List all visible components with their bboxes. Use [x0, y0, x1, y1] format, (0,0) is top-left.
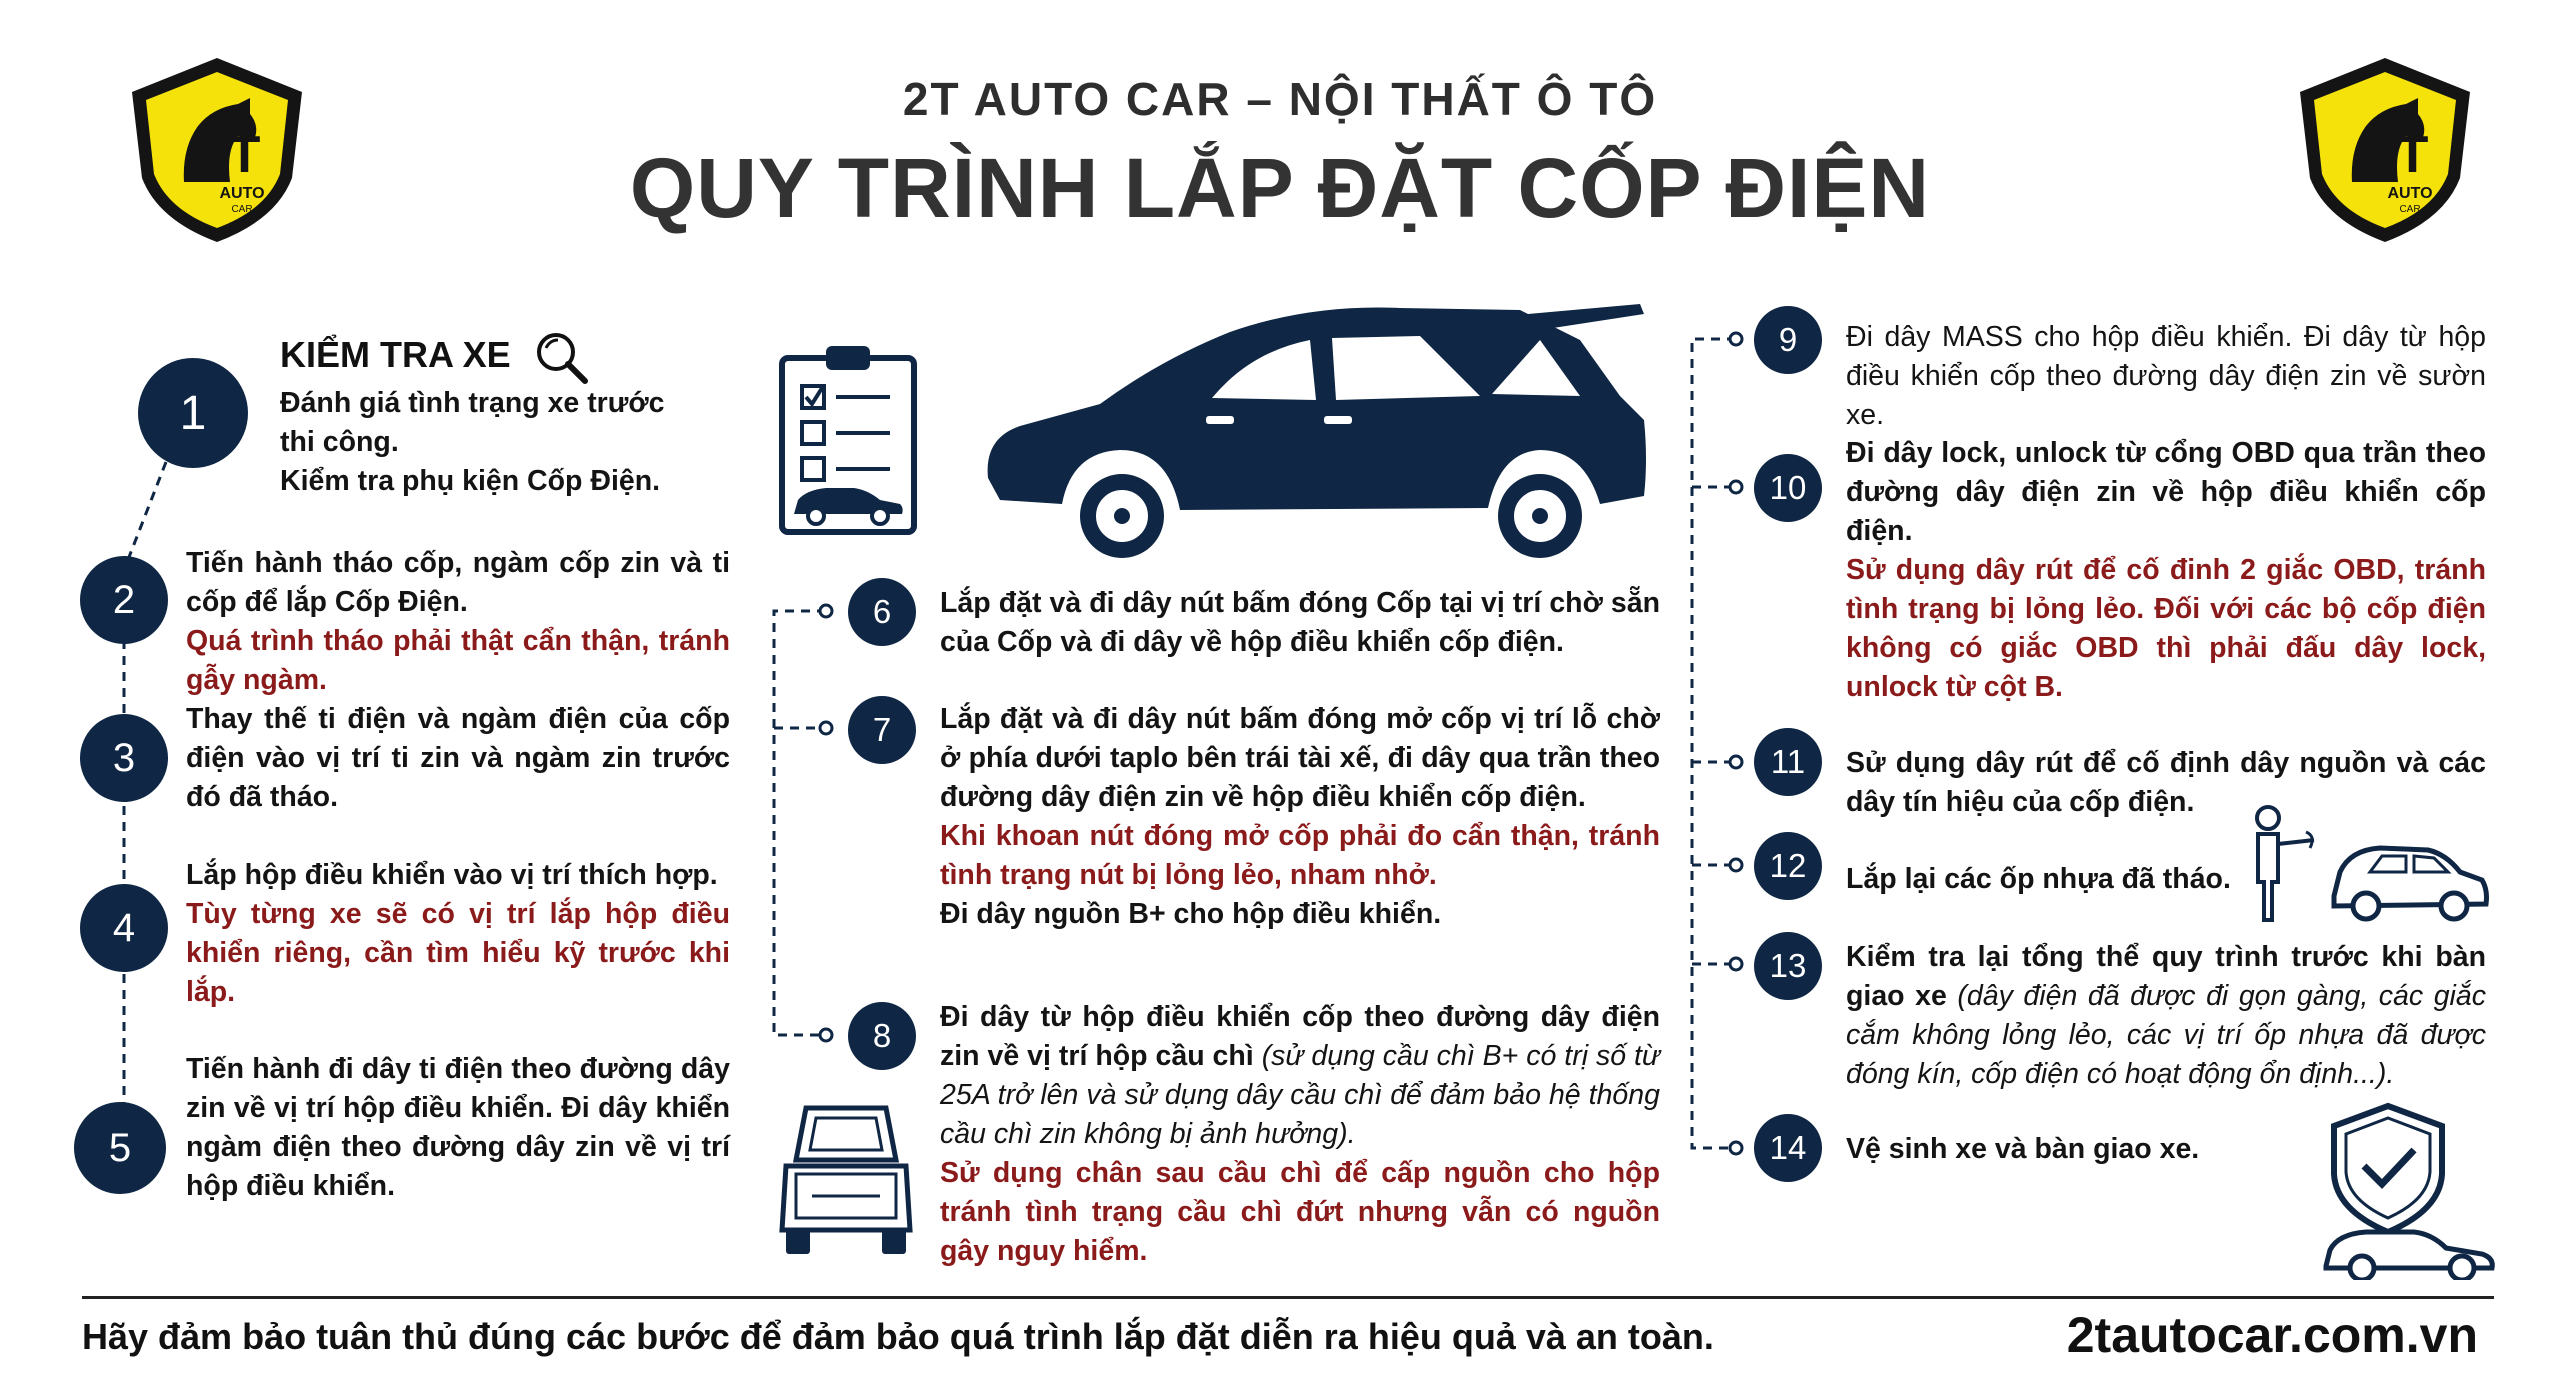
step-8-badge: 8: [848, 1002, 916, 1070]
step-10-body: Đi dây lock, unlock từ cổng OBD qua trần theo đường dây điện zin về hộp điều khiển cốp điện.: [1846, 437, 2486, 547]
step-8-warning: Sử dụng chân sau cầu chì để cấp nguồn cho hộp tránh tình trạng cầu chì đứt nhưng vẫn có nguồn gây nguy hiểm.: [940, 1157, 1660, 1267]
step-10-badge: 10: [1754, 454, 1822, 522]
logo-tiny-text: CAR: [2399, 204, 2421, 215]
step-9-badge: 9: [1754, 306, 1822, 374]
logo-text: 2T: [2367, 126, 2429, 184]
step-14-text: [1846, 1130, 2266, 1169]
step-12-text: [1846, 860, 2266, 899]
step-4-badge: 4: [80, 884, 168, 972]
car-open-trunk-icon: [980, 300, 1660, 585]
step-7-warning: Khi khoan nút đóng mở cốp phải đo cẩn thận, tránh tình trạng nút bị lỏng lẻo, nham nhở.: [940, 820, 1660, 891]
step-2-warning: Quá trình tháo phải thật cẩn thận, tránh gẫy ngàm.: [186, 625, 730, 696]
person-car-icon: [2250, 800, 2490, 931]
step-5-badge: 5: [74, 1102, 166, 1194]
step-2-text: [186, 544, 730, 700]
step-1-line-1: Đánh giá tình trạng xe trước thi công.: [280, 387, 665, 458]
step-5-body: Tiến hành đi dây ti điện theo đường dây zin về vị trí hộp điều khiển. Đi dây khiển ngàm điện theo đường dây zin về vị trí hộp điều khiển.: [186, 1053, 730, 1202]
step-8-note: (sử dụng cầu chì B+ có trị số từ 25A trở lên và sử dụng dây cầu chì để đảm bảo hệ thống cầu chì zin không bị ảnh hưởng).: [940, 1040, 1660, 1150]
footer-text: Hãy đảm bảo tuân thủ đúng các bước để đảm bảo quá trình lắp đặt diễn ra hiệu quả và an toàn.: [82, 1316, 1714, 1357]
step-13-badge: 13: [1754, 932, 1822, 1000]
step-4-warning: Tùy từng xe sẽ có vị trí lắp hộp điều khiển riêng, cần tìm hiểu kỹ trước khi lắp.: [186, 898, 730, 1008]
page-title: QUY TRÌNH LẮP ĐẶT CỐP ĐIỆN: [629, 141, 1931, 235]
step-11-body: Sử dụng dây rút để cố định dây nguồn và các dây tín hiệu của cốp điện.: [1846, 747, 2486, 818]
step-1-title: KIỂM TRA XE: [280, 334, 511, 375]
footer-url[interactable]: 2tautocar.com.vn: [2066, 1307, 2478, 1363]
step-2-badge: 2: [80, 556, 168, 644]
step-1-badge: 1: [138, 358, 248, 468]
step-3-text: [186, 700, 730, 817]
step-3-badge: 3: [80, 714, 168, 802]
step-9-text: [1846, 318, 2486, 435]
step-3-body: Thay thế ti điện và ngàm điện của cốp điện vào vị trí ti zin và ngàm zin trước đó đã tháo.: [186, 703, 730, 813]
step-7-extra: Đi dây nguồn B+ cho hộp điều khiển.: [940, 898, 1442, 930]
step-6-badge: 6: [848, 578, 916, 646]
step-6-body: Lắp đặt và đi dây nút bấm đóng Cốp tại vị trí chờ sẵn của Cốp và đi dây về hộp điều khiển cốp điện.: [940, 587, 1660, 658]
checklist-icon: [776, 342, 920, 543]
logo-text: 2T: [199, 126, 261, 184]
logo-tiny-text: CAR: [231, 204, 253, 215]
step-5-text: [186, 1050, 730, 1206]
step-10-text: [1846, 434, 2486, 707]
step-7-text: [940, 700, 1660, 934]
car-rear-trunk-icon: [776, 1100, 916, 1265]
step-13-text: [1846, 938, 2486, 1094]
step-12-badge: 12: [1754, 832, 1822, 900]
step-4-text: [186, 856, 730, 1012]
magnifier-icon: [532, 328, 590, 391]
step-10-warning: Sử dụng dây rút để cố đinh 2 giắc OBD, tránh tình trạng bị lỏng lẻo. Đối với các bộ cốp điện không có giắc OBD thì phải đấu dây lock, unlock từ cột B.: [1846, 554, 2486, 703]
step-7-badge: 7: [848, 696, 916, 764]
step-11-badge: 11: [1754, 728, 1822, 796]
step-6-text: [940, 584, 1660, 662]
step-8-body: Đi dây từ hộp điều khiển cốp theo đường dây điện zin về vị trí hộp cầu chì: [940, 1001, 1660, 1072]
step-2-body: Tiến hành tháo cốp, ngàm cốp zin và ti cốp để lắp Cốp Điện.: [186, 547, 730, 618]
shield-car-icon: [2318, 1100, 2500, 1285]
step-1-text: [280, 384, 700, 501]
step-9-body: Đi dây MASS cho hộp điều khiển. Đi dây từ hộp điều khiển cốp theo đường dây điện zin về sườn xe.: [1846, 321, 2486, 431]
step-1-line-2: Kiểm tra phụ kiện Cốp Điện.: [280, 465, 661, 497]
logo-small-text: AUTO: [2387, 185, 2433, 202]
step-14-badge: 14: [1754, 1114, 1822, 1182]
step-4-body: Lắp hộp điều khiển vào vị trí thích hợp.: [186, 859, 718, 891]
step-8-text: [940, 998, 1660, 1271]
logo-small-text: AUTO: [219, 185, 265, 202]
page-subtitle: 2T AUTO CAR – NỘI THẤT Ô TÔ: [902, 73, 1658, 125]
step-14-body: Vệ sinh xe và bàn giao xe.: [1846, 1133, 2200, 1165]
step-7-body: Lắp đặt và đi dây nút bấm đóng mở cốp vị trí lỗ chờ ở phía dưới taplo bên trái tài xế, đi dây qua trần theo đường dây điện zin về hộp điều khiển cốp điện.: [940, 703, 1660, 813]
step-13-body: Kiểm tra lại tổng thể quy trình trước khi bàn giao xe: [1846, 941, 2486, 1012]
step-13-note: (dây điện đã được đi gọn gàng, các giắc cắm không lỏng lẻo, các vị trí ốp nhựa đã được đóng kín, cốp điện có hoạt động ổn định...).: [1846, 980, 2486, 1090]
footer-divider: [82, 1296, 2494, 1299]
step-12-body: Lắp lại các ốp nhựa đã tháo.: [1846, 863, 2231, 895]
